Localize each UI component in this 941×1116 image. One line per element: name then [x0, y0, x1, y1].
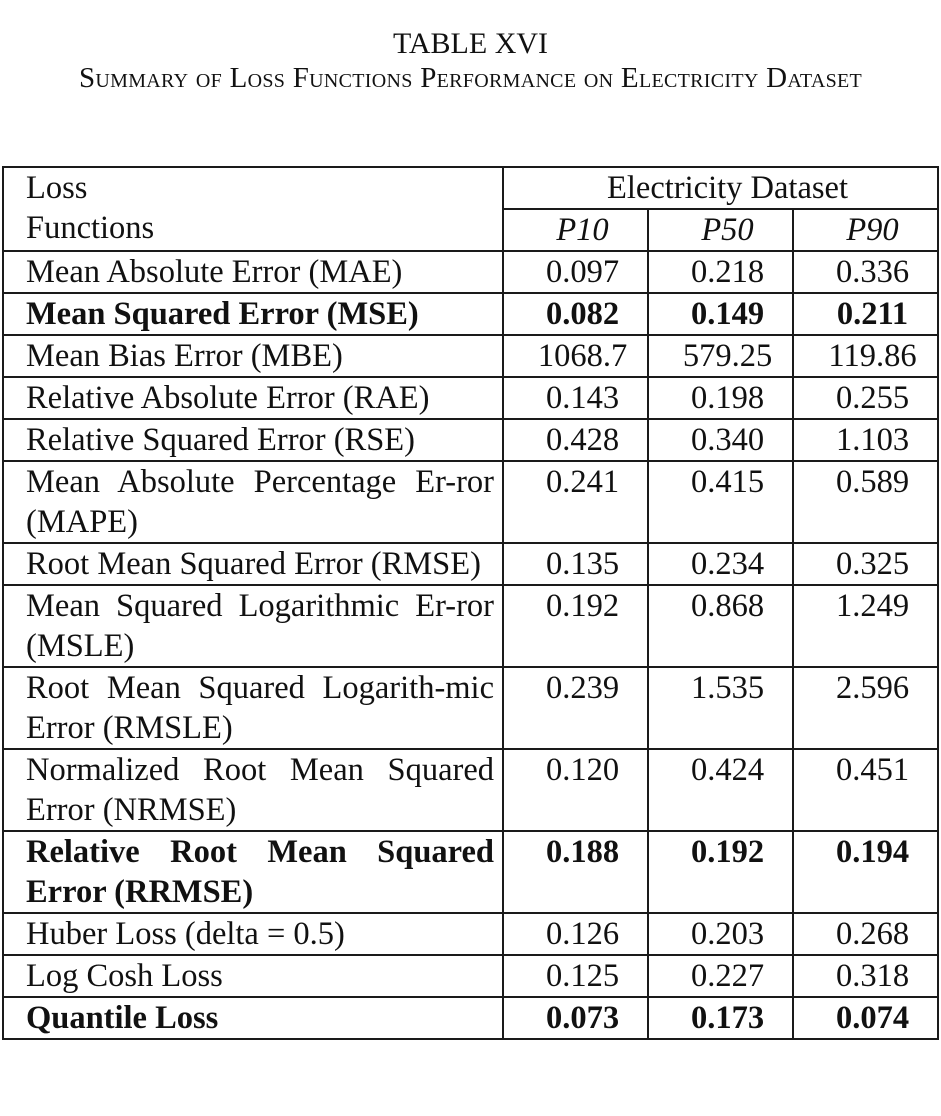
p50-value: 0.415 [648, 461, 793, 543]
loss-function-name: Mean Squared Error (MSE) [3, 293, 503, 335]
table-row [3, 377, 938, 419]
p90-value: 0.211 [793, 293, 938, 335]
loss-functions-header [3, 167, 503, 251]
loss-function-name: Quantile Loss [3, 997, 503, 1039]
loss-function-name: Mean Squared Logarithmic Er-ror (MSLE) [3, 585, 503, 667]
p50-value: 579.25 [648, 335, 793, 377]
table-title: Summary of Loss Functions Performance on Electricity Dataset [78, 62, 863, 94]
p90-value: 0.589 [793, 461, 938, 543]
loss-function-name: Relative Squared Error (RSE) [3, 419, 503, 461]
p90-value: 0.336 [793, 251, 938, 293]
table-row [3, 419, 938, 461]
table-caption [0, 26, 941, 96]
p50-value: 0.868 [648, 585, 793, 667]
table-row [3, 997, 938, 1039]
p90-value: 119.86 [793, 335, 938, 377]
header-name-line1: Loss [26, 170, 88, 206]
table-row [3, 461, 938, 543]
loss-function-name: Normalized Root Mean Squared Error (NRMSE) [3, 749, 503, 831]
p90-value: 0.194 [793, 831, 938, 913]
table-row [3, 585, 938, 667]
p90-value: 0.268 [793, 913, 938, 955]
p10-value: 0.241 [503, 461, 648, 543]
results-table [2, 166, 939, 1040]
loss-function-name: Log Cosh Loss [3, 955, 503, 997]
loss-function-name: Relative Absolute Error (RAE) [3, 377, 503, 419]
p50-value: 0.149 [648, 293, 793, 335]
p90-value: 2.596 [793, 667, 938, 749]
table-number: TABLE XVI [392, 27, 549, 60]
p50-value: 0.203 [648, 913, 793, 955]
p50-value: 0.173 [648, 997, 793, 1039]
p50-value: 0.340 [648, 419, 793, 461]
p10-value: 0.239 [503, 667, 648, 749]
p90-value: 0.255 [793, 377, 938, 419]
p10-value: 0.192 [503, 585, 648, 667]
p10-value: 0.188 [503, 831, 648, 913]
table-header [3, 167, 938, 251]
table-row [3, 335, 938, 377]
p50-value: 0.424 [648, 749, 793, 831]
p50-value: 0.218 [648, 251, 793, 293]
p10-value: 0.082 [503, 293, 648, 335]
table-row [3, 293, 938, 335]
table-row [3, 913, 938, 955]
loss-function-name: Huber Loss (delta = 0.5) [3, 913, 503, 955]
p10-value: 0.428 [503, 419, 648, 461]
p90-value: 0.325 [793, 543, 938, 585]
p10-value: 0.125 [503, 955, 648, 997]
table-row [3, 667, 938, 749]
p10-value: 0.097 [503, 251, 648, 293]
loss-function-name: Mean Bias Error (MBE) [3, 335, 503, 377]
p50-value: 0.198 [648, 377, 793, 419]
table-row [3, 831, 938, 913]
p50-value: 1.535 [648, 667, 793, 749]
table-row [3, 251, 938, 293]
p10-header: P10 [503, 209, 648, 251]
p10-value: 0.120 [503, 749, 648, 831]
p10-value: 1068.7 [503, 335, 648, 377]
p10-value: 0.143 [503, 377, 648, 419]
loss-function-name: Mean Absolute Error (MAE) [3, 251, 503, 293]
header-name-line2: Functions [26, 210, 155, 246]
loss-function-name: Root Mean Squared Logarith-mic Error (RMSLE) [3, 667, 503, 749]
table-row [3, 955, 938, 997]
p50-header: P50 [648, 209, 793, 251]
table-row [3, 543, 938, 585]
loss-function-name: Root Mean Squared Error (RMSE) [3, 543, 503, 585]
table-body [3, 251, 938, 1039]
p90-value: 0.451 [793, 749, 938, 831]
p90-value: 1.249 [793, 585, 938, 667]
p10-value: 0.126 [503, 913, 648, 955]
p90-value: 1.103 [793, 419, 938, 461]
p90-header: P90 [793, 209, 938, 251]
p10-value: 0.135 [503, 543, 648, 585]
p50-value: 0.227 [648, 955, 793, 997]
table-row [3, 749, 938, 831]
p10-value: 0.073 [503, 997, 648, 1039]
dataset-group-header: Electricity Dataset [503, 167, 938, 209]
p50-value: 0.192 [648, 831, 793, 913]
p50-value: 0.234 [648, 543, 793, 585]
p90-value: 0.074 [793, 997, 938, 1039]
loss-function-name: Mean Absolute Percentage Er-ror (MAPE) [3, 461, 503, 543]
loss-function-name: Relative Root Mean Squared Error (RRMSE) [3, 831, 503, 913]
p90-value: 0.318 [793, 955, 938, 997]
